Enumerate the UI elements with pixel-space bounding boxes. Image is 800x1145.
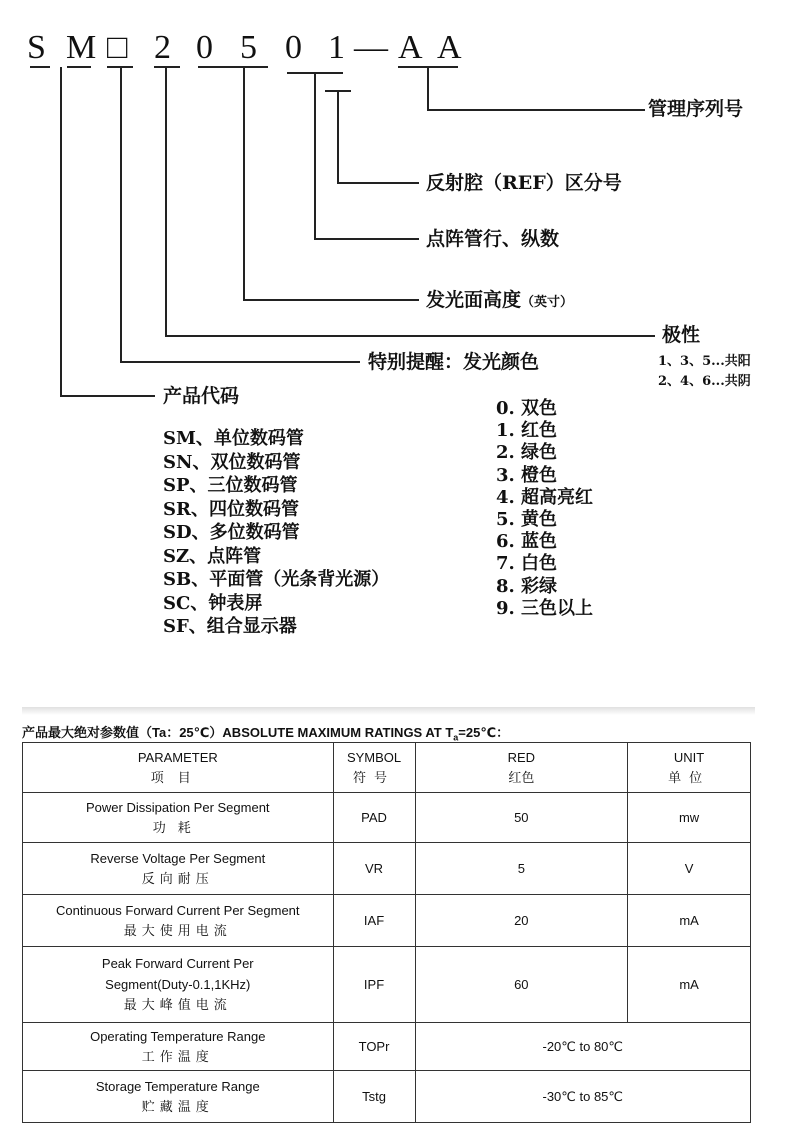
cell-parameter: Storage Temperature Range 贮藏温度: [23, 1071, 334, 1123]
cell-symbol: IPF: [333, 947, 415, 1023]
polarity-list: [658, 352, 751, 392]
cell-symbol: Tstg: [333, 1071, 415, 1123]
list-item: 9. 三色以上: [496, 597, 594, 619]
cell-parameter: Reverse Voltage Per Segment 反向耐压: [23, 843, 334, 895]
list-item: SR、四位数码管: [163, 498, 299, 520]
list-item: 1. 红色: [496, 420, 558, 442]
underline-2: [154, 66, 180, 68]
code-char-s: S: [27, 29, 46, 66]
cell-range: -30℃ to 85℃: [415, 1071, 751, 1123]
list-item: SN、双位数码管: [163, 451, 301, 473]
header-parameter: PARAMETER 项目: [23, 743, 334, 793]
cell-symbol: PAD: [333, 793, 415, 843]
ratings-title-en: ABSOLUTE MAXIMUM RATINGS AT T: [222, 725, 454, 740]
ratings-title-en-post: =25℃：: [458, 725, 510, 740]
code-char-0b: 0: [285, 29, 302, 66]
label-polarity: 极性: [662, 324, 701, 346]
list-item: 4. 超高亮红: [496, 486, 594, 508]
list-item: 7. 白色: [496, 553, 558, 575]
list-item: SM、单位数码管: [163, 428, 304, 449]
cell-parameter: Peak Forward Current Per Segment(Duty-0.1,1KHz) 最大峰值电流: [23, 947, 334, 1023]
ratings-title-sub: a: [453, 732, 459, 743]
label-height-main: 发光面高度: [426, 289, 522, 311]
cell-value: 20: [415, 895, 628, 947]
cell-parameter: Power Dissipation Per Segment 功耗: [23, 793, 334, 843]
code-char-dash: —: [354, 29, 388, 66]
cell-value: 50: [415, 793, 628, 843]
cell-unit: V: [628, 843, 751, 895]
polarity-common-anode: 1、3、5...共阳: [658, 354, 751, 369]
code-char-a2: A: [437, 29, 462, 66]
label-special-note-row: [368, 350, 539, 374]
table-row: [23, 793, 751, 843]
code-char-box: □: [107, 29, 128, 66]
cell-parameter: Continuous Forward Current Per Segment 最大使用电流: [23, 895, 334, 947]
underline-m: [67, 66, 91, 68]
table-row: [23, 895, 751, 947]
ratings-table: [22, 742, 751, 1123]
ratings-title: [22, 722, 509, 743]
table-header-row: [23, 743, 751, 793]
label-height-unit: （英寸）: [521, 295, 574, 310]
code-char-m: M: [66, 29, 97, 66]
code-char-5: 5: [240, 29, 257, 66]
label-special-note: 特别提醒：: [368, 351, 464, 373]
label-emitting-height: [426, 288, 573, 312]
table-row: [23, 1023, 751, 1071]
table-top-bar: [22, 707, 755, 715]
list-item: 0. 双色: [496, 398, 558, 419]
label-product-code: 产品代码: [163, 385, 240, 407]
cell-parameter: Operating Temperature Range 工作温度: [23, 1023, 334, 1071]
polarity-common-cathode: 2、4、6...共阴: [658, 374, 751, 389]
underline-05: [198, 66, 268, 68]
cell-unit: mA: [628, 895, 751, 947]
label-dot-matrix: 点阵管行、纵数: [426, 228, 560, 250]
cell-unit: mw: [628, 793, 751, 843]
label-management-serial: 管理序列号: [648, 98, 744, 120]
code-char-1: 1: [328, 29, 345, 66]
cell-range: -20℃ to 80℃: [415, 1023, 751, 1071]
cell-value: 5: [415, 843, 628, 895]
code-char-2: 2: [154, 29, 171, 66]
header-symbol: SYMBOL 符号: [333, 743, 415, 793]
list-item: 2. 绿色: [496, 442, 558, 464]
header-red: RED 红色: [415, 743, 628, 793]
list-item: 5. 黄色: [496, 509, 558, 531]
code-char-a1: A: [398, 29, 423, 66]
underline-s: [30, 66, 50, 68]
list-item: SC、钟表屏: [163, 592, 263, 614]
list-item: SZ、点阵管: [163, 545, 262, 567]
code-char-0a: 0: [196, 29, 213, 66]
list-item: SF、组合显示器: [163, 616, 297, 637]
label-color: 发光颜色: [463, 351, 540, 373]
list-item: 8. 彩绿: [496, 575, 558, 597]
list-item: SB、平面管（光条背光源）: [163, 569, 390, 590]
color-list: [496, 398, 593, 620]
table-row: [23, 843, 751, 895]
table-row: [23, 1071, 751, 1123]
cell-unit: mA: [628, 947, 751, 1023]
ratings-title-cn: 产品最大绝对参数值（Ta：25℃）: [22, 725, 223, 740]
list-item: 3. 橙色: [496, 464, 558, 486]
cell-symbol: IAF: [333, 895, 415, 947]
list-item: SP、三位数码管: [163, 475, 298, 496]
product-code-list: [163, 427, 389, 639]
label-reflector-code: 反射腔（REF）区分号: [426, 172, 622, 194]
header-unit: UNIT 单位: [628, 743, 751, 793]
cell-symbol: TOPr: [333, 1023, 415, 1071]
cell-value: 60: [415, 947, 628, 1023]
table-row: [23, 947, 751, 1023]
list-item: 6. 蓝色: [496, 531, 558, 553]
cell-symbol: VR: [333, 843, 415, 895]
list-item: SD、多位数码管: [163, 522, 300, 543]
